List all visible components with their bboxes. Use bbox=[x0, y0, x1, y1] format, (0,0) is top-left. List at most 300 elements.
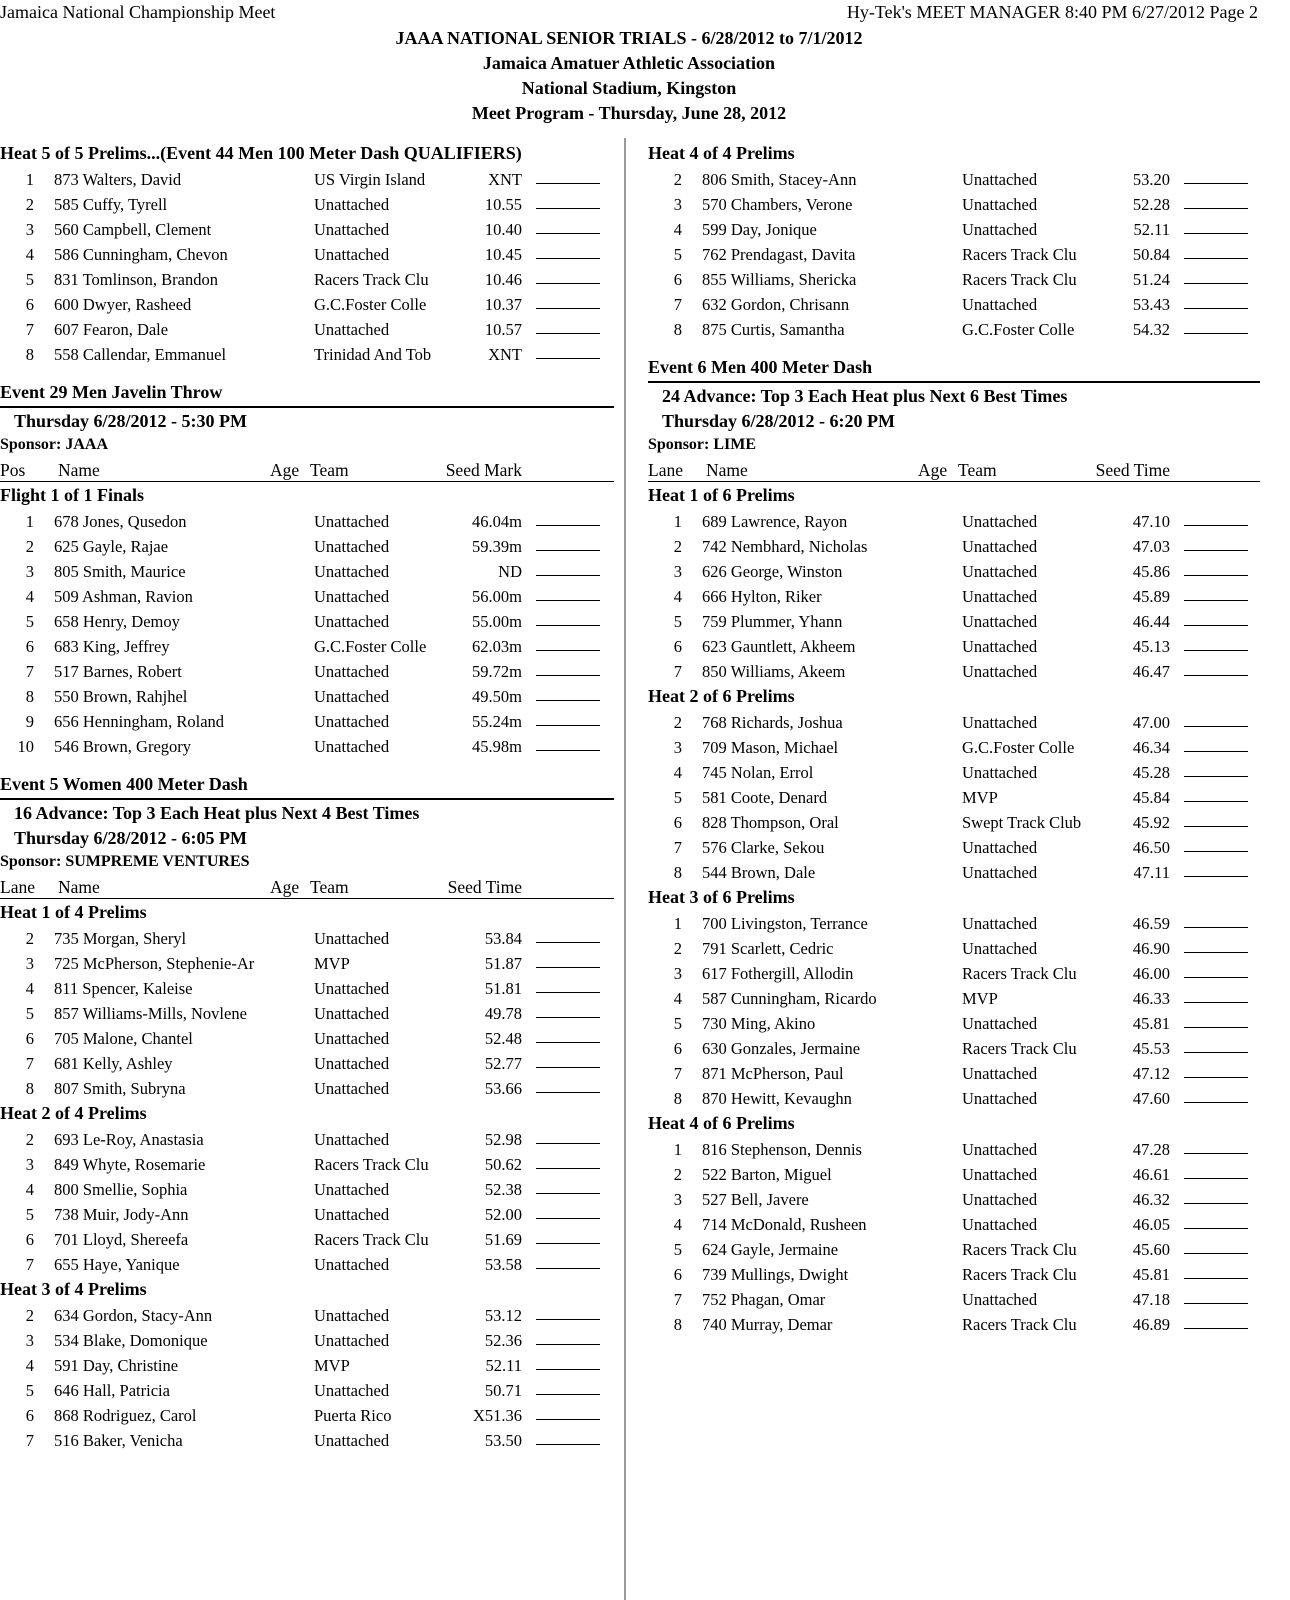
seed-value: 47.00 bbox=[1132, 713, 1170, 732]
athlete-name: 634 Gordon, Stacy-Ann bbox=[54, 1306, 213, 1325]
seed-value: 10.57 bbox=[484, 320, 522, 339]
table-row bbox=[0, 1352, 614, 1377]
result-entry-line[interactable] bbox=[536, 1394, 600, 1395]
result-entry-line[interactable] bbox=[1184, 851, 1248, 852]
association-name: Jamaica Amatuer Athletic Association bbox=[482, 53, 776, 73]
team-name: Unattached bbox=[314, 245, 390, 264]
team-name: Unattached bbox=[962, 637, 1038, 656]
event-info bbox=[648, 408, 1260, 433]
result-entry-line[interactable] bbox=[1184, 826, 1248, 827]
result-entry-line[interactable] bbox=[1184, 952, 1248, 953]
team-name: Unattached bbox=[314, 712, 390, 731]
result-entry-line[interactable] bbox=[1184, 977, 1248, 978]
athlete-name: 656 Henningham, Roland bbox=[54, 712, 225, 731]
result-entry-line[interactable] bbox=[536, 1268, 600, 1269]
team-name: Unattached bbox=[314, 220, 390, 239]
table-row bbox=[648, 658, 1260, 683]
athlete-name: 576 Clarke, Sekou bbox=[702, 838, 825, 857]
header-team: Team bbox=[310, 877, 349, 897]
result-entry-line[interactable] bbox=[1184, 1303, 1248, 1304]
team-name: Unattached bbox=[314, 562, 390, 581]
seed-value: 45.92 bbox=[1132, 813, 1170, 832]
result-entry-line[interactable] bbox=[1184, 183, 1248, 184]
result-entry-line[interactable] bbox=[536, 550, 600, 551]
athlete-name: 623 Gauntlett, Akheem bbox=[702, 637, 856, 656]
result-entry-line[interactable] bbox=[1184, 1102, 1248, 1103]
table-row bbox=[0, 1402, 614, 1427]
seed-value: 52.98 bbox=[484, 1130, 522, 1149]
position-number: 5 bbox=[673, 245, 682, 264]
team-name: Unattached bbox=[962, 1190, 1038, 1209]
athlete-name: 681 Kelly, Ashley bbox=[54, 1054, 173, 1073]
table-row bbox=[648, 608, 1260, 633]
result-entry-line[interactable] bbox=[1184, 675, 1248, 676]
team-name: G.C.Foster Colle bbox=[314, 295, 427, 314]
athlete-name: 630 Gonzales, Jermaine bbox=[702, 1039, 861, 1058]
athlete-name: 768 Richards, Joshua bbox=[702, 713, 843, 732]
seed-value: 10.45 bbox=[484, 245, 522, 264]
result-entry-line[interactable] bbox=[536, 283, 600, 284]
athlete-name: 666 Hylton, Riker bbox=[702, 587, 822, 606]
position-number: 2 bbox=[673, 939, 682, 958]
team-name: Racers Track Clu bbox=[314, 1155, 429, 1174]
team-name: Racers Track Clu bbox=[962, 1039, 1077, 1058]
table-row bbox=[0, 658, 614, 683]
athlete-name: 646 Hall, Patricia bbox=[54, 1381, 170, 1400]
result-entry-line[interactable] bbox=[1184, 1228, 1248, 1229]
result-entry-line[interactable] bbox=[536, 942, 600, 943]
heat-label bbox=[648, 683, 1260, 709]
position-number: 2 bbox=[673, 170, 682, 189]
result-entry-line[interactable] bbox=[1184, 751, 1248, 752]
athlete-name: 558 Callendar, Emmanuel bbox=[54, 345, 227, 364]
event-info bbox=[0, 825, 614, 850]
position-number: 6 bbox=[673, 813, 682, 832]
result-entry-line[interactable] bbox=[536, 750, 600, 751]
seed-value: 45.28 bbox=[1132, 763, 1170, 782]
position-number: 7 bbox=[25, 320, 34, 339]
athlete-name: 870 Hewitt, Kevaughn bbox=[702, 1089, 852, 1108]
position-number: 6 bbox=[673, 1039, 682, 1058]
result-entry-line[interactable] bbox=[1184, 333, 1248, 334]
result-entry-line[interactable] bbox=[536, 233, 600, 234]
result-entry-line[interactable] bbox=[536, 675, 600, 676]
table-row bbox=[648, 1311, 1260, 1336]
seed-value: 47.10 bbox=[1132, 512, 1170, 531]
table-row bbox=[0, 1075, 614, 1100]
sponsor-line bbox=[648, 433, 1260, 457]
position-number: 6 bbox=[25, 295, 34, 314]
seed-value: ND bbox=[498, 562, 522, 581]
team-name: Unattached bbox=[962, 1165, 1038, 1184]
team-name: Unattached bbox=[962, 537, 1038, 556]
position-number: 7 bbox=[673, 838, 682, 857]
seed-value: 50.62 bbox=[484, 1155, 522, 1174]
team-name: Unattached bbox=[962, 612, 1038, 631]
column-header bbox=[648, 457, 1260, 482]
seed-value: 52.00 bbox=[484, 1205, 522, 1224]
position-number: 3 bbox=[673, 562, 682, 581]
header-name: Name bbox=[58, 877, 100, 897]
position-number: 2 bbox=[25, 1130, 34, 1149]
header-age: Age bbox=[270, 877, 300, 897]
table-row bbox=[0, 291, 614, 316]
team-name: Unattached bbox=[314, 1331, 390, 1350]
position-number: 4 bbox=[25, 245, 34, 264]
table-row bbox=[648, 266, 1260, 291]
team-name: MVP bbox=[314, 1356, 350, 1375]
team-name: Swept Track Club bbox=[962, 813, 1082, 832]
seed-value: 59.72m bbox=[472, 662, 522, 681]
seed-value: 53.43 bbox=[1132, 295, 1170, 314]
athlete-name: 546 Brown, Gregory bbox=[54, 737, 192, 756]
position-number: 3 bbox=[673, 1190, 682, 1209]
result-entry-line[interactable] bbox=[1184, 550, 1248, 551]
table-row bbox=[648, 734, 1260, 759]
result-entry-line[interactable] bbox=[1184, 650, 1248, 651]
position-number: 3 bbox=[25, 220, 34, 239]
result-entry-line[interactable] bbox=[1184, 1027, 1248, 1028]
athlete-name: 806 Smith, Stacey-Ann bbox=[702, 170, 857, 189]
event-label: Event 29 Men Javelin Throw bbox=[0, 382, 223, 402]
table-row bbox=[648, 558, 1260, 583]
athlete-name: 701 Lloyd, Shereefa bbox=[54, 1230, 189, 1249]
seed-value: 46.04m bbox=[472, 512, 522, 531]
title-block bbox=[0, 26, 1258, 126]
result-entry-line[interactable] bbox=[536, 208, 600, 209]
team-name: Unattached bbox=[314, 612, 390, 631]
position-number: 4 bbox=[25, 979, 34, 998]
team-name: Unattached bbox=[314, 1180, 390, 1199]
athlete-name: 617 Fothergill, Allodin bbox=[702, 964, 854, 983]
result-entry-line[interactable] bbox=[1184, 1278, 1248, 1279]
position-number: 8 bbox=[673, 1315, 682, 1334]
event-label: Event 6 Men 400 Meter Dash bbox=[648, 357, 873, 377]
table-row bbox=[0, 241, 614, 266]
result-entry-line[interactable] bbox=[536, 992, 600, 993]
team-name: Racers Track Clu bbox=[962, 270, 1077, 289]
team-name: Racers Track Clu bbox=[314, 270, 429, 289]
athlete-name: 509 Ashman, Ravion bbox=[54, 587, 193, 606]
result-entry-line[interactable] bbox=[536, 967, 600, 968]
result-entry-line[interactable] bbox=[1184, 801, 1248, 802]
result-entry-line[interactable] bbox=[1184, 283, 1248, 284]
event-title bbox=[0, 772, 614, 800]
athlete-name: 587 Cunningham, Ricardo bbox=[702, 989, 877, 1008]
result-entry-line[interactable] bbox=[536, 1193, 600, 1194]
table-row bbox=[0, 633, 614, 658]
position-number: 2 bbox=[25, 929, 34, 948]
table-row bbox=[648, 1211, 1260, 1236]
athlete-name: 857 Williams-Mills, Novlene bbox=[54, 1004, 247, 1023]
event-info bbox=[0, 800, 614, 825]
event-label: Event 5 Women 400 Meter Dash bbox=[0, 774, 248, 794]
sponsor-text: Sponsor: LIME bbox=[648, 436, 757, 453]
result-entry-line[interactable] bbox=[1184, 308, 1248, 309]
seed-value: 53.50 bbox=[484, 1431, 522, 1450]
result-entry-line[interactable] bbox=[536, 700, 600, 701]
athlete-name: 759 Plummer, Yhann bbox=[702, 612, 843, 631]
result-entry-line[interactable] bbox=[536, 1218, 600, 1219]
position-number: 5 bbox=[25, 612, 34, 631]
result-entry-line[interactable] bbox=[1184, 776, 1248, 777]
heat-title: Heat 2 of 4 Prelims bbox=[0, 1103, 147, 1123]
seed-value: 55.24m bbox=[472, 712, 522, 731]
seed-value: 51.24 bbox=[1132, 270, 1170, 289]
athlete-name: 586 Cunningham, Chevon bbox=[54, 245, 228, 264]
heat-title: Heat 4 of 4 Prelims bbox=[648, 143, 795, 163]
table-row bbox=[0, 533, 614, 558]
seed-value: 53.66 bbox=[484, 1079, 522, 1098]
result-entry-line[interactable] bbox=[1184, 600, 1248, 601]
athlete-name: 811 Spencer, Kaleise bbox=[54, 979, 193, 998]
result-entry-line[interactable] bbox=[536, 1042, 600, 1043]
table-row bbox=[648, 1060, 1260, 1085]
seed-value: 59.39m bbox=[472, 537, 522, 556]
result-entry-line[interactable] bbox=[1184, 1328, 1248, 1329]
position-number: 10 bbox=[17, 737, 34, 756]
seed-value: XNT bbox=[488, 170, 522, 189]
table-row bbox=[0, 1226, 614, 1251]
seed-value: 46.44 bbox=[1132, 612, 1170, 631]
seed-value: 55.00m bbox=[472, 612, 522, 631]
position-number: 6 bbox=[673, 637, 682, 656]
seed-value: 56.00m bbox=[472, 587, 522, 606]
table-row bbox=[648, 935, 1260, 960]
athlete-name: 624 Gayle, Jermaine bbox=[702, 1240, 839, 1259]
header-age: Age bbox=[918, 460, 948, 480]
result-entry-line[interactable] bbox=[1184, 1178, 1248, 1179]
header-seed: Seed Mark bbox=[445, 460, 522, 480]
athlete-name: 693 Le-Roy, Anastasia bbox=[54, 1130, 204, 1149]
team-name: Unattached bbox=[314, 1306, 390, 1325]
result-entry-line[interactable] bbox=[536, 575, 600, 576]
table-row bbox=[0, 733, 614, 758]
result-entry-line[interactable] bbox=[536, 650, 600, 651]
team-name: Unattached bbox=[962, 662, 1038, 681]
seed-value: 52.38 bbox=[484, 1180, 522, 1199]
athlete-name: 800 Smellie, Sophia bbox=[54, 1180, 188, 1199]
result-entry-line[interactable] bbox=[1184, 927, 1248, 928]
result-entry-line[interactable] bbox=[1184, 208, 1248, 209]
heat-label bbox=[0, 1100, 614, 1126]
athlete-name: 689 Lawrence, Rayon bbox=[702, 512, 848, 531]
team-name: Unattached bbox=[314, 320, 390, 339]
team-name: Unattached bbox=[314, 929, 390, 948]
position-number: 8 bbox=[673, 1089, 682, 1108]
table-row bbox=[0, 975, 614, 1000]
heat-title: Heat 4 of 6 Prelims bbox=[648, 1113, 795, 1133]
table-row bbox=[0, 216, 614, 241]
athlete-name: 599 Day, Jonique bbox=[702, 220, 817, 239]
result-entry-line[interactable] bbox=[536, 358, 600, 359]
position-number: 5 bbox=[673, 788, 682, 807]
result-entry-line[interactable] bbox=[1184, 625, 1248, 626]
result-entry-line[interactable] bbox=[536, 1092, 600, 1093]
result-entry-line[interactable] bbox=[1184, 1153, 1248, 1154]
result-entry-line[interactable] bbox=[1184, 1052, 1248, 1053]
heat-label bbox=[648, 1110, 1260, 1136]
result-entry-line[interactable] bbox=[536, 1243, 600, 1244]
team-name: G.C.Foster Colle bbox=[962, 738, 1075, 757]
result-entry-line[interactable] bbox=[1184, 876, 1248, 877]
result-entry-line[interactable] bbox=[1184, 1253, 1248, 1254]
event-info-text: 16 Advance: Top 3 Each Heat plus Next 4 Best Times bbox=[14, 803, 420, 823]
team-name: Racers Track Clu bbox=[314, 1230, 429, 1249]
result-entry-line[interactable] bbox=[536, 308, 600, 309]
table-row bbox=[648, 216, 1260, 241]
position-number: 7 bbox=[25, 1431, 34, 1450]
team-name: Unattached bbox=[962, 914, 1038, 933]
table-row bbox=[648, 583, 1260, 608]
team-name: Unattached bbox=[314, 512, 390, 531]
result-entry-line[interactable] bbox=[536, 625, 600, 626]
result-entry-line[interactable] bbox=[536, 1344, 600, 1345]
athlete-name: 516 Baker, Venicha bbox=[54, 1431, 183, 1450]
column-header bbox=[0, 457, 614, 482]
position-number: 1 bbox=[673, 512, 682, 531]
result-entry-line[interactable] bbox=[536, 258, 600, 259]
position-number: 3 bbox=[25, 954, 34, 973]
heat-title: Heat 3 of 6 Prelims bbox=[648, 887, 795, 907]
result-entry-line[interactable] bbox=[1184, 258, 1248, 259]
result-entry-line[interactable] bbox=[536, 1319, 600, 1320]
program-date: Meet Program - Thursday, June 28, 2012 bbox=[471, 103, 787, 123]
position-number: 7 bbox=[25, 1054, 34, 1073]
position-number: 4 bbox=[673, 587, 682, 606]
position-number: 4 bbox=[25, 1180, 34, 1199]
result-entry-line[interactable] bbox=[536, 1419, 600, 1420]
result-entry-line[interactable] bbox=[536, 1444, 600, 1445]
seed-value: 51.87 bbox=[484, 954, 522, 973]
seed-value: 62.03m bbox=[472, 637, 522, 656]
result-entry-line[interactable] bbox=[1184, 525, 1248, 526]
table-row bbox=[0, 1327, 614, 1352]
result-entry-line[interactable] bbox=[536, 1143, 600, 1144]
team-name: MVP bbox=[962, 788, 998, 807]
event-title bbox=[0, 380, 614, 408]
team-name: G.C.Foster Colle bbox=[314, 637, 427, 656]
athlete-name: 855 Williams, Shericka bbox=[702, 270, 857, 289]
position-number: 1 bbox=[25, 170, 34, 189]
team-name: Unattached bbox=[314, 1079, 390, 1098]
table-row bbox=[0, 608, 614, 633]
result-entry-line[interactable] bbox=[536, 525, 600, 526]
athlete-name: 850 Williams, Akeem bbox=[702, 662, 846, 681]
header-position: Lane bbox=[0, 877, 35, 897]
position-number: 7 bbox=[673, 1064, 682, 1083]
team-name: Unattached bbox=[314, 662, 390, 681]
heat-title: Heat 3 of 4 Prelims bbox=[0, 1279, 147, 1299]
seed-value: 52.28 bbox=[1132, 195, 1170, 214]
result-entry-line[interactable] bbox=[1184, 1002, 1248, 1003]
result-entry-line[interactable] bbox=[1184, 726, 1248, 727]
result-entry-line[interactable] bbox=[1184, 1077, 1248, 1078]
athlete-name: 581 Coote, Denard bbox=[702, 788, 828, 807]
result-entry-line[interactable] bbox=[536, 600, 600, 601]
position-number: 2 bbox=[25, 195, 34, 214]
seed-value: 45.89 bbox=[1132, 587, 1170, 606]
table-row bbox=[0, 341, 614, 366]
table-row bbox=[648, 859, 1260, 884]
page-header bbox=[0, 2, 1258, 26]
result-entry-line[interactable] bbox=[1184, 1203, 1248, 1204]
result-entry-line[interactable] bbox=[536, 1168, 600, 1169]
position-number: 5 bbox=[25, 1205, 34, 1224]
result-entry-line[interactable] bbox=[536, 725, 600, 726]
seed-value: 46.90 bbox=[1132, 939, 1170, 958]
meet-title: JAAA NATIONAL SENIOR TRIALS - 6/28/2012 to 7/1/2012 bbox=[395, 28, 863, 48]
position-number: 4 bbox=[25, 1356, 34, 1375]
seed-value: 49.78 bbox=[484, 1004, 522, 1023]
table-row bbox=[648, 1035, 1260, 1060]
result-entry-line[interactable] bbox=[536, 1067, 600, 1068]
table-row bbox=[648, 1010, 1260, 1035]
position-number: 8 bbox=[25, 345, 34, 364]
position-number: 1 bbox=[673, 1140, 682, 1159]
team-name: MVP bbox=[962, 989, 998, 1008]
athlete-name: 831 Tomlinson, Brandon bbox=[54, 270, 219, 289]
team-name: Racers Track Clu bbox=[962, 1240, 1077, 1259]
position-number: 2 bbox=[25, 537, 34, 556]
seed-value: 10.55 bbox=[484, 195, 522, 214]
athlete-name: 745 Nolan, Errol bbox=[702, 763, 814, 782]
position-number: 7 bbox=[673, 295, 682, 314]
event-info-text: 24 Advance: Top 3 Each Heat plus Next 6 Best Times bbox=[662, 386, 1068, 406]
sponsor-text: Sponsor: SUMPREME VENTURES bbox=[0, 853, 250, 870]
result-entry-line[interactable] bbox=[536, 1369, 600, 1370]
athlete-name: 585 Cuffy, Tyrell bbox=[54, 195, 168, 214]
venue-name: National Stadium, Kingston bbox=[521, 78, 737, 98]
seed-value: XNT bbox=[488, 345, 522, 364]
team-name: Unattached bbox=[314, 195, 390, 214]
position-number: 4 bbox=[25, 587, 34, 606]
seed-value: 46.34 bbox=[1132, 738, 1170, 757]
table-row bbox=[0, 191, 614, 216]
team-name: Unattached bbox=[962, 1089, 1038, 1108]
seed-value: 46.33 bbox=[1132, 989, 1170, 1008]
result-entry-line[interactable] bbox=[536, 333, 600, 334]
team-name: G.C.Foster Colle bbox=[962, 320, 1075, 339]
position-number: 8 bbox=[25, 1079, 34, 1098]
table-row bbox=[0, 583, 614, 608]
seed-value: 47.11 bbox=[1133, 863, 1170, 882]
table-row bbox=[0, 316, 614, 341]
result-entry-line[interactable] bbox=[536, 183, 600, 184]
position-number: 5 bbox=[25, 1381, 34, 1400]
event-info bbox=[648, 383, 1260, 408]
athlete-name: 658 Henry, Demoy bbox=[54, 612, 180, 631]
seed-value: 10.46 bbox=[484, 270, 522, 289]
result-entry-line[interactable] bbox=[536, 1017, 600, 1018]
team-name: Unattached bbox=[962, 1215, 1038, 1234]
position-number: 5 bbox=[25, 1004, 34, 1023]
event-title bbox=[648, 355, 1260, 383]
seed-value: 52.11 bbox=[1133, 220, 1170, 239]
athlete-name: 625 Gayle, Rajae bbox=[54, 537, 169, 556]
result-entry-line[interactable] bbox=[1184, 575, 1248, 576]
athlete-name: 805 Smith, Maurice bbox=[54, 562, 186, 581]
athlete-name: 527 Bell, Javere bbox=[702, 1190, 809, 1209]
table-row bbox=[648, 633, 1260, 658]
table-row bbox=[648, 1286, 1260, 1311]
result-entry-line[interactable] bbox=[1184, 233, 1248, 234]
athlete-name: 739 Mullings, Dwight bbox=[702, 1265, 849, 1284]
seed-value: 46.89 bbox=[1132, 1315, 1170, 1334]
team-name: Unattached bbox=[962, 220, 1038, 239]
team-name: Unattached bbox=[962, 1290, 1038, 1309]
seed-value: 53.20 bbox=[1132, 170, 1170, 189]
